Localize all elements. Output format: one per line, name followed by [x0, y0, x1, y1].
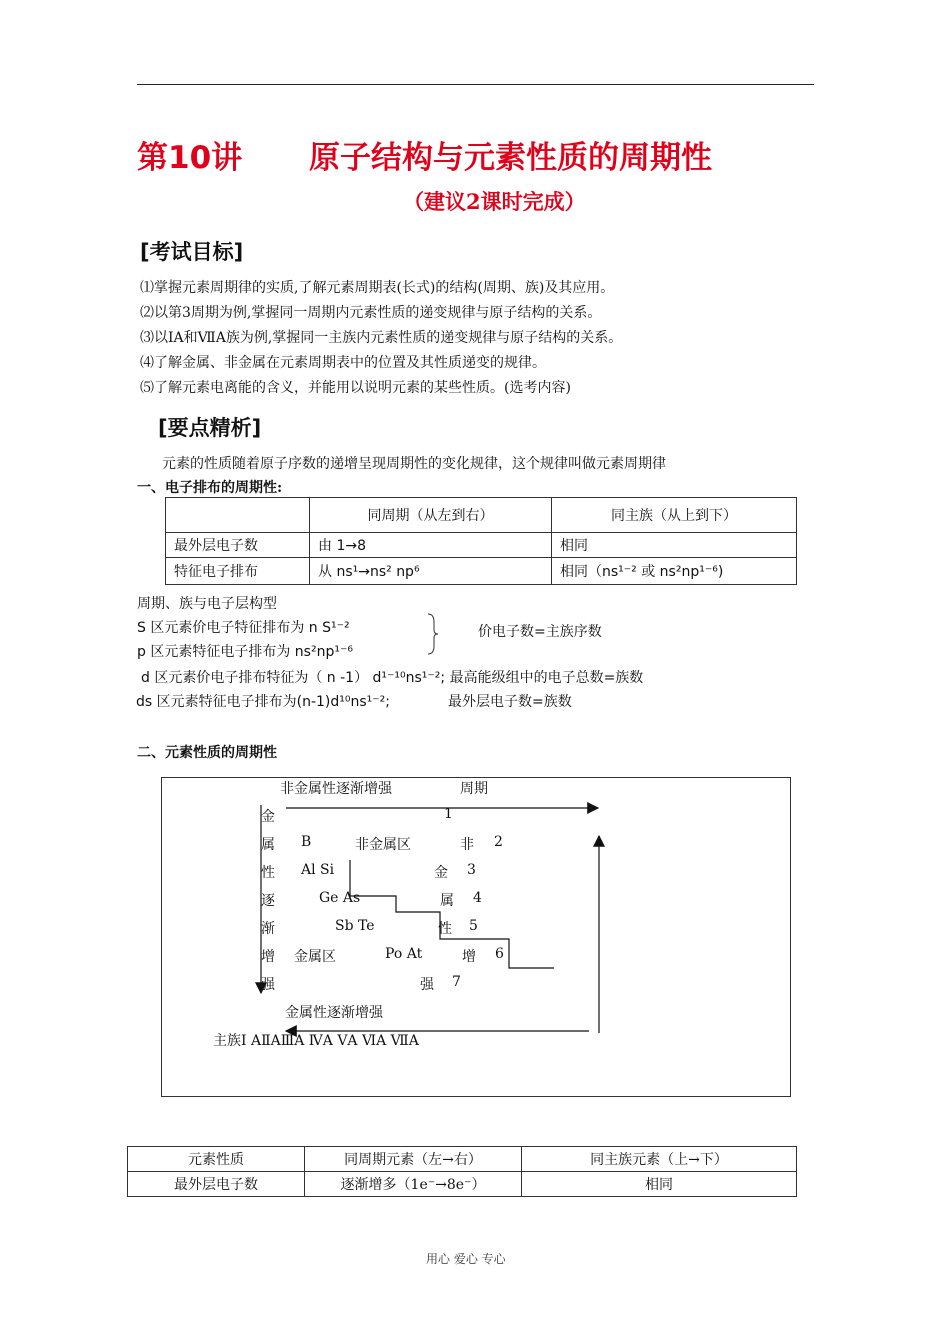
left-char-2: 属 — [261, 837, 275, 853]
element-sb-te: Sb Te — [335, 918, 375, 934]
right-char-2: 金 — [434, 865, 448, 881]
table2-header-property: 元素性质 — [128, 1147, 305, 1172]
key-points-heading: [要点精析] — [158, 416, 262, 440]
period-number-7: 7 — [452, 974, 461, 990]
table2-row1-group: 相同 — [522, 1172, 797, 1197]
ds-block-text: ds 区元素特征电子排布为(n-1)d¹⁰ns¹⁻²; — [136, 694, 390, 710]
goal-item-4: ⑷了解金属、非金属在元素周期表中的位置及其性质递变的规律。 — [140, 355, 546, 371]
p-block-text: p 区元素特征电子排布为 ns²np¹⁻⁶ — [137, 644, 353, 660]
table1-row2-group: 相同（ns¹⁻² 或 ns²np¹⁻⁶) — [552, 558, 797, 585]
ds-block-note: 最外层电子数=族数 — [448, 694, 572, 710]
table2-header-group: 同主族元素（上→下） — [522, 1147, 797, 1172]
table1-row2-period: 从 ns¹→ns² np⁶ — [310, 558, 552, 585]
goal-item-1: ⑴掌握元素周期律的实质,了解元素周期表(长式)的结构(周期、族)及其应用。 — [140, 280, 615, 296]
metal-region-label: 金属区 — [294, 949, 336, 965]
part1-heading: 一、电子排布的周期性: — [137, 480, 283, 496]
goal-item-5: ⑸了解元素电离能的含义，并能用以说明元素的某些性质。(选考内容) — [140, 380, 571, 396]
page-footer: 用心 爱心 专心 — [426, 1252, 506, 1266]
block-heading: 周期、族与电子层构型 — [137, 596, 277, 612]
table1-row1-label: 最外层电子数 — [166, 533, 310, 558]
table1-header-row — [166, 498, 797, 533]
page-subtitle: （建议2课时完成） — [403, 189, 586, 214]
table2-row1-period: 逐渐增多（1e⁻→8e⁻） — [305, 1172, 522, 1197]
table1-row-config — [166, 558, 797, 585]
period-number-2: 2 — [494, 834, 503, 850]
period-label: 周期 — [460, 781, 488, 797]
right-char-5: 增 — [462, 949, 476, 965]
left-char-1: 金 — [261, 809, 275, 825]
part2-heading: 二、元素性质的周期性 — [137, 745, 277, 761]
period-number-1: 1 — [444, 806, 453, 822]
left-char-7: 强 — [261, 977, 275, 993]
table1-row2-label: 特征电子排布 — [166, 558, 310, 585]
exam-goals-heading: [考试目标] — [140, 240, 244, 264]
element-b: B — [301, 834, 312, 850]
table2-row-outer-electrons — [128, 1172, 797, 1197]
table2-row1-label: 最外层电子数 — [128, 1172, 305, 1197]
right-char-6: 强 — [420, 977, 434, 993]
period-number-3: 3 — [467, 862, 476, 878]
table1-row-outer-electrons — [166, 533, 797, 558]
electron-config-table — [165, 497, 797, 585]
left-char-4: 逐 — [261, 893, 275, 909]
left-char-5: 渐 — [261, 921, 275, 937]
periodicity-diagram — [161, 777, 791, 1097]
element-properties-table — [127, 1146, 797, 1197]
table2-header-period: 同周期元素（左→右） — [305, 1147, 522, 1172]
brace-icon — [426, 612, 440, 656]
right-char-4: 性 — [438, 921, 452, 937]
element-po-at: Po At — [385, 946, 423, 962]
table1-row1-period: 由 1→8 — [310, 533, 552, 558]
right-char-1: 非 — [460, 837, 474, 853]
lecture-number: 第10讲 — [137, 140, 243, 176]
table1-header-same-group: 同主族（从上到下） — [552, 498, 797, 533]
s-block-text: S 区元素价电子特征排布为 n S¹⁻² — [137, 620, 350, 636]
goal-item-3: ⑶以ⅠA和ⅦA族为例,掌握同一主族内元素性质的递变规律与原子结构的关系。 — [140, 330, 623, 346]
metal-trend-label: 金属性逐渐增强 — [285, 1005, 383, 1021]
periodic-law-intro: 元素的性质随着原子序数的递增呈现周期性的变化规律，这个规律叫做元素周期律 — [162, 456, 666, 472]
page-title: 原子结构与元素性质的周期性 — [309, 140, 712, 176]
main-groups-label: 主族Ⅰ AⅡAⅢA ⅣA ⅤA ⅥA ⅦA — [213, 1033, 419, 1049]
period-number-5: 5 — [469, 918, 478, 934]
table2-header-row — [128, 1147, 797, 1172]
element-al-si: Al Si — [301, 862, 335, 878]
table1-header-empty — [166, 498, 310, 533]
goal-item-2: ⑵以第3周期为例,掌握同一周期内元素性质的递变规律与原子结构的关系。 — [140, 305, 602, 321]
element-ge-as: Ge As — [319, 890, 361, 906]
table1-header-same-period: 同周期（从左到右） — [310, 498, 552, 533]
nonmetal-region-label: 非金属区 — [355, 837, 411, 853]
nonmetal-trend-label: 非金属性逐渐增强 — [280, 781, 392, 797]
period-number-6: 6 — [495, 946, 504, 962]
header-rule — [137, 84, 814, 85]
left-char-3: 性 — [261, 865, 275, 881]
period-number-4: 4 — [473, 890, 482, 906]
right-char-3: 属 — [440, 893, 454, 909]
sp-valence-note: 价电子数=主族序数 — [478, 624, 602, 640]
d-block-text: d 区元素价电子排布特征为（ n -1） d¹⁻¹⁰ns¹⁻²; 最高能级组中的电子总数=族数 — [141, 670, 644, 686]
table1-row1-group: 相同 — [552, 533, 797, 558]
left-char-6: 增 — [261, 949, 275, 965]
